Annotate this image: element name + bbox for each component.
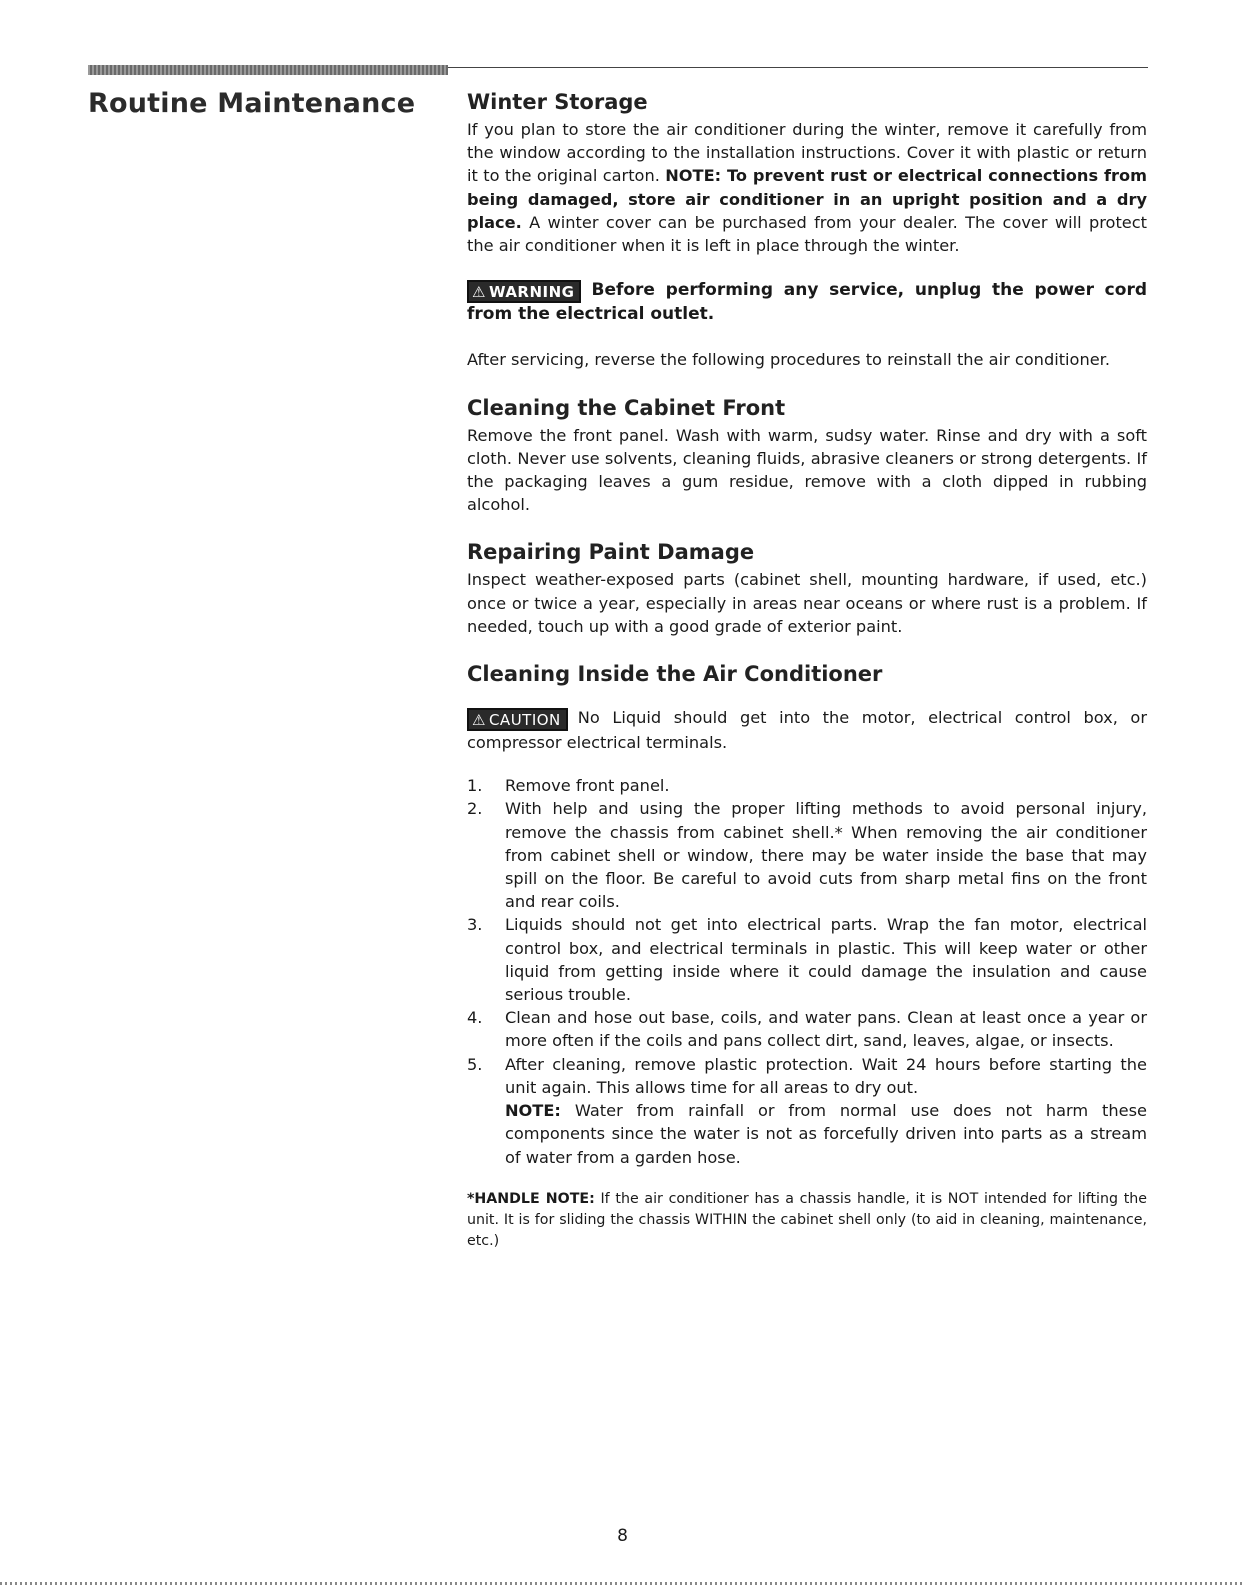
list-item [467,774,1147,797]
winter-storage-intro: If you plan to store the air conditioner during the winter, remove it carefully from the window according to the installation instructions. Cover it with plastic or return it to the original carton. [467,120,1147,186]
paint-damage-body: Inspect weather-exposed parts (cabinet shell, mounting hardware, if used, etc.) once or twice a year, especially in areas near oceans or where rust is a problem. If needed, touch up with a good grade of exterior paint. [467,570,1147,636]
list-item [467,797,1147,913]
cabinet-front-body: Remove the front panel. Wash with warm, sudsy water. Rinse and dry with a soft cloth. Never use solvents, cleaning fluids, abrasive cleaners or strong detergents. If the packaging leaves a gum residue, remove with a cloth dipped in rubbing alcohol. [467,425,1147,515]
step-number: 4. [467,1008,483,1028]
list-item [467,1053,1147,1169]
caution-badge-label: CAUTION [488,711,561,730]
main-content [467,88,1147,1252]
winter-storage-heading: Winter Storage [467,90,648,114]
step-text: After cleaning, remove plastic protection. Wait 24 hours before starting the unit again. This allows time for all areas to dry out. [505,1054,1147,1097]
winter-storage-body [467,118,1147,257]
winter-storage-note: NOTE: To prevent rust or electrical connections from being damaged, store air conditioner in an upright position and a dry place. [467,166,1147,232]
step-text: Clean and hose out base, coils, and water pans. Clean at least once a year or more often if the coils and pans collect dirt, sand, leaves, algae, or insects. [505,1008,1147,1051]
handle-note-label: *HANDLE NOTE: [467,1190,595,1207]
handle-note-text: If the air conditioner has a chassis handle, it is NOT intended for lifting the unit. It is for sliding the chassis WITHIN the cabinet shell only (to aid in cleaning, maintenance, etc.) [467,1190,1147,1249]
caution-badge [467,708,568,731]
warning-block [467,279,1147,326]
paint-damage-heading: Repairing Paint Damage [467,540,755,565]
header-rule-thin [448,67,1148,68]
warning-text: Before performing any service, unplug the power cord from the electrical outlet. [467,280,1147,325]
cleaning-steps-list [467,774,1147,1168]
warning-badge [467,280,581,303]
step-text: With help and using the proper lifting methods to avoid personal injury, remove the chassis from cabinet shell.* When removing the air conditioner from cabinet shell or window, there may be water inside the base that may spill on the floor. Be careful to avoid cuts from sharp metal fins on the front and rear coils. [505,799,1147,912]
page-title: Routine Maintenance [88,88,416,119]
page-number: 8 [617,1526,628,1546]
warning-badge-label: WARNING [488,283,575,302]
winter-storage-section [467,88,1147,257]
after-servicing-text: After servicing, reverse the following procedures to reinstall the air conditioner. [467,350,1110,370]
inside-heading: Cleaning Inside the Air Conditioner [467,662,883,687]
warning-paragraph [467,279,1147,326]
step-number: 5. [467,1054,483,1074]
caution-text: No Liquid should get into the motor, electrical control box, or compressor electrical terminals. [467,708,1147,753]
list-item [467,1006,1147,1052]
list-item [467,913,1147,1006]
inside-section [467,660,1147,1252]
step-number: 1. [467,776,483,796]
warning-triangle-icon: ⚠ [472,283,486,302]
caution-paragraph [467,706,1147,754]
paint-damage-section [467,538,1147,638]
winter-storage-after: A winter cover can be purchased from your dealer. The cover will protect the air conditioner when it is left in place through the winter. [467,212,1147,256]
step-text: Remove front panel. [505,776,670,796]
cabinet-front-section [467,394,1147,517]
step-number: 3. [467,915,483,935]
after-servicing-block [467,348,1147,371]
step-text: Liquids should not get into electrical parts. Wrap the fan motor, electrical control box, and electrical terminals in plastic. This will keep water or other liquid from getting inside where it could damage the insulation and cause serious trouble. [505,915,1147,1005]
cabinet-front-heading: Cleaning the Cabinet Front [467,395,786,420]
handle-note [467,1189,1147,1252]
header-rule-thick [88,65,448,75]
step5-note-label: NOTE: [505,1101,561,1121]
step-number: 2. [467,799,483,819]
caution-triangle-icon: ⚠ [472,711,486,730]
step5-note-text: Water from rainfall or from normal use does not harm these components since the water is not as forcefully driven into parts as a stream of water from a garden hose. [505,1101,1147,1167]
